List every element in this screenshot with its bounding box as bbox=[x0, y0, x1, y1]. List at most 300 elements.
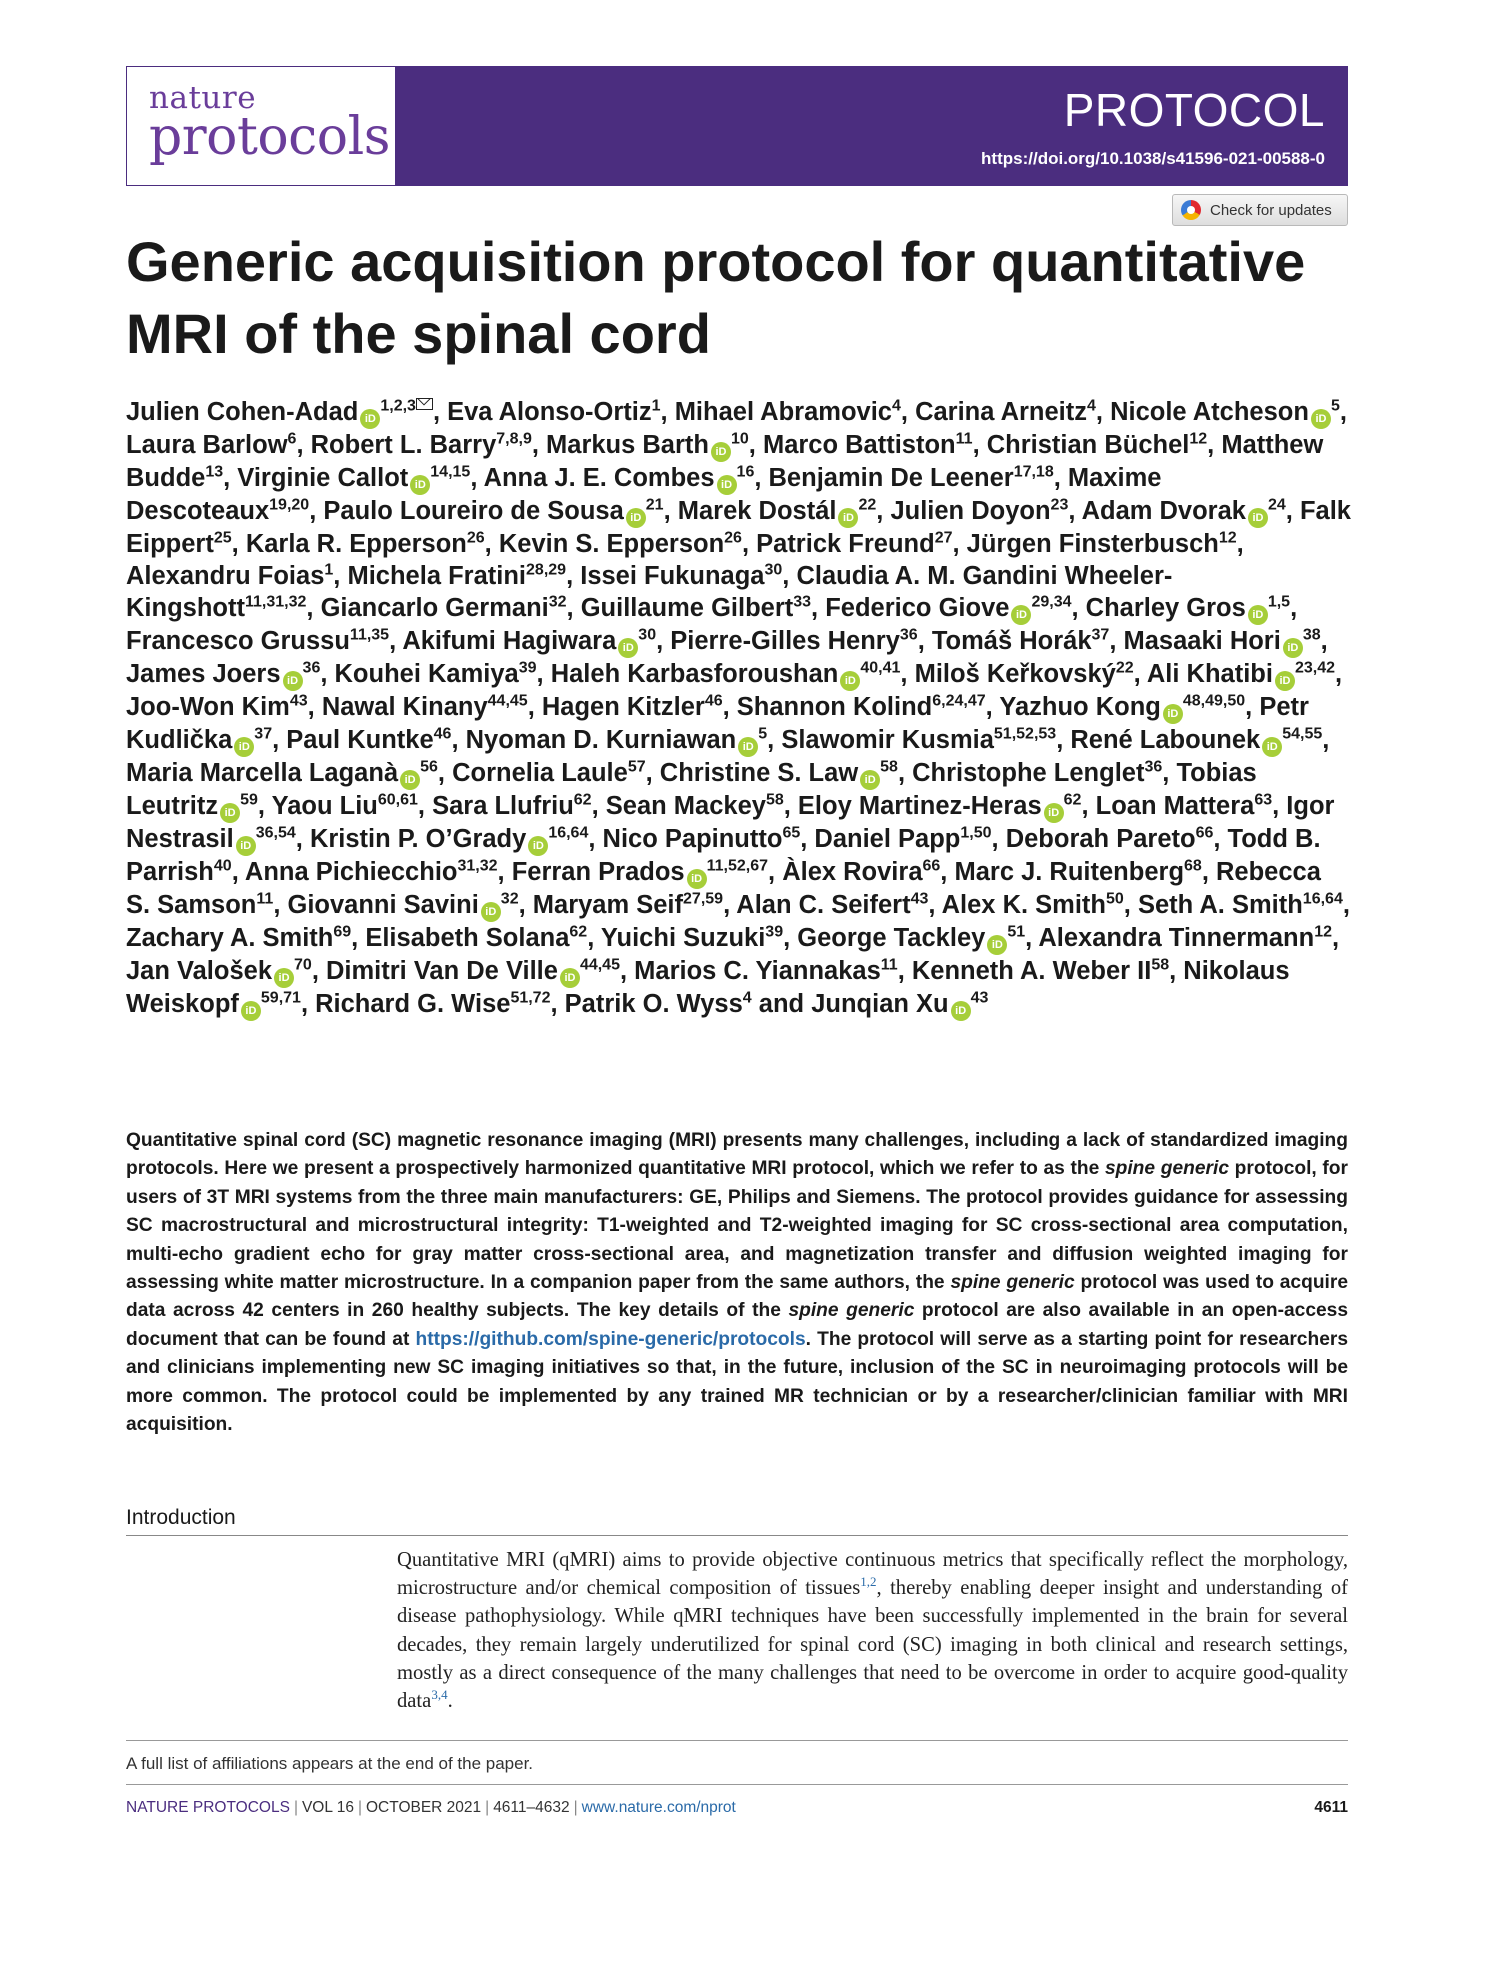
author-name[interactable]: Nicole Atcheson bbox=[1110, 398, 1309, 426]
author-entry bbox=[660, 759, 898, 787]
author-name[interactable]: Petr Kudlička bbox=[126, 693, 1309, 755]
affiliation-superscript: 16,64 bbox=[1302, 890, 1343, 908]
affiliation-superscript: 58 bbox=[765, 791, 784, 809]
affiliation-superscript: 50 bbox=[1106, 890, 1124, 908]
affiliation-superscript: 7,8,9 bbox=[496, 430, 532, 448]
author-entry bbox=[321, 594, 567, 622]
footer-url[interactable]: www.nature.com/nprot bbox=[581, 1799, 736, 1816]
author-name[interactable]: Alexandru Foias bbox=[126, 562, 325, 591]
citation-link[interactable]: 3,4 bbox=[431, 1687, 448, 1703]
affiliation-superscript: 37 bbox=[254, 725, 273, 743]
author-name[interactable]: Pierre-Gilles Henry bbox=[670, 627, 900, 656]
author-entry bbox=[310, 825, 588, 853]
author-entry bbox=[402, 627, 656, 655]
author-name[interactable]: Mihael Abramovic bbox=[674, 398, 892, 426]
author-name[interactable]: Charley Gros bbox=[1085, 594, 1246, 623]
page-number: 4611 bbox=[1314, 1799, 1348, 1816]
author-name[interactable]: Paul Kuntke bbox=[286, 726, 434, 755]
affiliation-superscript: 11,52,67 bbox=[706, 857, 769, 875]
author-name[interactable]: Haleh Karbasforoushan bbox=[550, 660, 839, 689]
affiliation-superscript: 30 bbox=[638, 626, 657, 644]
affiliation-superscript: 12 bbox=[1189, 430, 1208, 448]
journal-logo[interactable] bbox=[127, 67, 395, 185]
author-name[interactable]: Ferran Prados bbox=[511, 858, 685, 887]
introduction-paragraph bbox=[397, 1546, 1348, 1715]
orcid-icon[interactable]: iD bbox=[236, 836, 256, 856]
author-entry bbox=[737, 693, 986, 721]
abstract-text: . The protocol will serve as a starting point for researchers and clinicians implementing new SC imaging initiatives so that, in the future, inclusion of the SC in neuroimaging protocols will be more common. The protocol could be implemented by any trained MR technician or by a researcher/clinician familiar with MRI acquisition. bbox=[126, 1328, 1349, 1436]
author-name[interactable]: Nikolaus Weiskopf bbox=[126, 957, 1290, 1019]
affiliation-superscript: 12 bbox=[1314, 923, 1332, 941]
author-entry bbox=[967, 530, 1237, 558]
affiliation-superscript: 6,24,47 bbox=[932, 692, 986, 710]
author-name[interactable]: Anna J. E. Combes bbox=[483, 464, 715, 492]
author-entry bbox=[763, 431, 973, 459]
intro-text: , thereby enabling deeper insight and understanding of disease pathophysiology. While qMRI techniques have been successfully implemented in the brain for several decades, they remain largely underutilized for spinal cord (SC) imaging in both clinical and research settings, mostly as a direct consequence of the many challenges that need to be overcome in order to acquire good-quality data bbox=[397, 1577, 1348, 1713]
footer-separator: | bbox=[485, 1799, 490, 1816]
author-name[interactable]: Benjamin De Leener bbox=[768, 464, 1014, 492]
affiliation-superscript: 51 bbox=[1007, 923, 1026, 941]
affiliation-superscript: 26 bbox=[466, 529, 485, 547]
affiliation-superscript: 28,29 bbox=[526, 561, 567, 579]
affiliation-superscript: 24 bbox=[1267, 496, 1286, 514]
affiliation-superscript: 56 bbox=[420, 758, 438, 776]
orcid-icon[interactable]: iD bbox=[560, 968, 580, 988]
affiliation-superscript: 6 bbox=[287, 430, 297, 448]
affiliation-superscript: 63 bbox=[1254, 791, 1273, 809]
author-name[interactable]: Virginie Callot bbox=[237, 464, 409, 492]
affiliation-superscript: 1 bbox=[324, 561, 334, 579]
affiliation-superscript: 39 bbox=[765, 923, 784, 941]
author-entry bbox=[237, 464, 470, 492]
orcid-icon[interactable]: iD bbox=[987, 935, 1007, 955]
orcid-icon[interactable]: iD bbox=[360, 409, 380, 429]
section-divider bbox=[126, 1535, 1348, 1536]
affiliation-superscript: 4 bbox=[891, 397, 901, 415]
footer-pages: 4611–4632 bbox=[493, 1799, 570, 1816]
author-entry bbox=[126, 660, 320, 688]
author-name[interactable]: Michela Fratini bbox=[347, 562, 527, 591]
affiliation-superscript: 13 bbox=[205, 463, 224, 481]
abstract-text: Quantitative spinal cord (SC) magnetic resonance imaging (MRI) presents many challenges, including a lack of standardized imaging protocols. Here we present a prospectively harmonized quantitative MRI protocol, which we refer to as the bbox=[126, 1130, 1348, 1180]
author-entry bbox=[580, 562, 782, 590]
author-name[interactable]: Cornelia Laule bbox=[452, 759, 628, 788]
author-name[interactable]: Kristin P. O’Grady bbox=[309, 825, 527, 854]
orcid-icon[interactable]: iD bbox=[1262, 737, 1282, 757]
orcid-icon[interactable]: iD bbox=[1311, 409, 1331, 429]
author-entry bbox=[126, 398, 433, 426]
author-entry bbox=[912, 759, 1162, 787]
orcid-icon[interactable]: iD bbox=[687, 869, 707, 889]
author-name[interactable]: Yaou Liu bbox=[271, 792, 378, 821]
author-entry bbox=[932, 627, 1109, 655]
affiliation-superscript: 10 bbox=[730, 430, 749, 448]
author-entry bbox=[565, 990, 752, 1018]
author-name[interactable]: Zachary A. Smith bbox=[126, 924, 334, 953]
author-entry bbox=[326, 957, 620, 985]
author-entry bbox=[942, 891, 1124, 919]
affiliation-superscript: 60,61 bbox=[377, 791, 418, 809]
author-entry bbox=[452, 759, 646, 787]
orcid-icon[interactable]: iD bbox=[410, 475, 430, 495]
footer-separator: | bbox=[573, 1799, 578, 1816]
orcid-icon[interactable]: iD bbox=[1283, 638, 1303, 658]
orcid-icon[interactable]: iD bbox=[1011, 605, 1031, 625]
author-name[interactable]: Falk Eippert bbox=[126, 497, 1351, 558]
author-name[interactable]: Todd B. Parrish bbox=[126, 825, 1321, 887]
author-name[interactable]: Seth A. Smith bbox=[1137, 891, 1303, 920]
author-entry bbox=[347, 562, 566, 590]
footer-separator: | bbox=[293, 1799, 298, 1816]
affiliation-superscript: 17,18 bbox=[1013, 463, 1054, 481]
affiliation-superscript: 11 bbox=[955, 430, 973, 448]
author-name[interactable]: Miloš Keřkovský bbox=[914, 660, 1116, 689]
author-entry bbox=[126, 924, 351, 952]
author-name[interactable]: Richard G. Wise bbox=[315, 990, 511, 1019]
author-name[interactable]: Carina Arneitz bbox=[915, 398, 1087, 426]
author-name[interactable]: Daniel Papp bbox=[814, 825, 961, 854]
author-name[interactable]: René Labounek bbox=[1070, 726, 1261, 755]
affiliation-superscript: 66 bbox=[1195, 824, 1214, 842]
author-entry bbox=[756, 530, 952, 558]
author-name[interactable]: Alexandra Tinnermann bbox=[1038, 924, 1315, 953]
author-name[interactable]: Karla R. Epperson bbox=[245, 530, 467, 558]
orcid-icon[interactable]: iD bbox=[241, 1001, 261, 1021]
author-name[interactable]: Federico Giove bbox=[825, 594, 1010, 623]
author-entry bbox=[466, 726, 768, 754]
author-joiner: and bbox=[751, 990, 812, 1019]
abstract-emphasis: spine generic bbox=[950, 1272, 1075, 1294]
author-entry bbox=[1124, 627, 1321, 655]
affiliation-superscript: 1,50 bbox=[960, 824, 992, 842]
author-name[interactable]: Jürgen Finsterbusch bbox=[966, 530, 1219, 558]
author-name[interactable]: Nawal Kinany bbox=[321, 693, 488, 722]
author-name[interactable]: Akifumi Hagiwara bbox=[402, 627, 617, 656]
affiliation-superscript: 22 bbox=[1115, 659, 1134, 677]
author-entry bbox=[675, 398, 901, 426]
author-name[interactable]: Laura Barlow bbox=[126, 431, 288, 459]
orcid-icon[interactable]: iD bbox=[274, 968, 294, 988]
affiliation-superscript: 27 bbox=[934, 529, 953, 547]
protocol-repo-link[interactable]: https://github.com/spine-generic/protocols bbox=[415, 1328, 806, 1350]
author-name[interactable]: Dimitri Van De Ville bbox=[325, 957, 558, 986]
author-entry bbox=[811, 990, 988, 1018]
affiliation-superscript: 33 bbox=[793, 593, 812, 611]
author-entry bbox=[678, 497, 877, 525]
orcid-icon[interactable]: iD bbox=[1275, 671, 1295, 691]
affiliation-superscript: 43 bbox=[289, 692, 308, 710]
author-entry bbox=[814, 825, 991, 853]
author-name[interactable]: Marco Battiston bbox=[762, 431, 956, 459]
email-icon[interactable] bbox=[416, 398, 433, 410]
article-title: Generic acquisition protocol for quantitative MRI of the spinal cord bbox=[126, 230, 1306, 365]
affiliation-superscript: 36 bbox=[1144, 758, 1163, 776]
author-name[interactable]: Patrick Freund bbox=[756, 530, 935, 558]
affiliation-superscript: 62 bbox=[573, 791, 592, 809]
orcid-icon[interactable]: iD bbox=[951, 1001, 971, 1021]
affiliation-superscript: 62 bbox=[569, 923, 588, 941]
doi-link[interactable]: https://doi.org/10.1038/s41596-021-00588-0 bbox=[981, 149, 1325, 168]
author-name[interactable]: Junqian Xu bbox=[811, 990, 949, 1019]
author-name[interactable]: Hagen Kitzler bbox=[541, 693, 705, 722]
author-name[interactable]: Matthew Budde bbox=[126, 431, 1324, 492]
affiliation-superscript: 46 bbox=[433, 725, 452, 743]
author-entry bbox=[634, 957, 898, 985]
article-type: PROTOCOL bbox=[1063, 84, 1325, 136]
author-entry bbox=[499, 530, 742, 558]
author-entry bbox=[484, 464, 755, 492]
author-name[interactable]: Deborah Pareto bbox=[1005, 825, 1196, 854]
author-entry bbox=[432, 792, 592, 820]
author-name[interactable]: Slawomir Kusmia bbox=[781, 726, 994, 755]
author-entry bbox=[126, 562, 333, 590]
affiliation-superscript: 43 bbox=[970, 989, 989, 1007]
author-name[interactable]: Tomáš Horák bbox=[931, 627, 1092, 656]
affiliation-superscript: 16 bbox=[736, 463, 755, 481]
footer-date: OCTOBER 2021 bbox=[366, 1799, 482, 1816]
affiliation-superscript: 25 bbox=[213, 529, 232, 547]
author-name[interactable]: Giovanni Savini bbox=[287, 891, 479, 920]
author-entry bbox=[322, 693, 528, 721]
author-entry bbox=[546, 431, 749, 459]
orcid-icon[interactable]: iD bbox=[1044, 803, 1064, 823]
author-entry bbox=[1038, 924, 1332, 952]
author-name[interactable]: Robert L. Barry bbox=[310, 431, 497, 459]
author-name[interactable]: Christine S. Law bbox=[659, 759, 859, 788]
author-name[interactable]: Igor Nestrasil bbox=[126, 792, 1335, 854]
affiliation-superscript: 5 bbox=[1330, 397, 1340, 415]
author-name[interactable]: Rebecca S. Samson bbox=[126, 858, 1321, 920]
author-name[interactable]: Marc J. Ruitenberg bbox=[954, 858, 1185, 887]
author-name[interactable]: Tobias Leutritz bbox=[126, 759, 1257, 821]
orcid-icon[interactable]: iD bbox=[738, 737, 758, 757]
author-name[interactable]: Joo-Won Kim bbox=[126, 693, 290, 722]
author-name[interactable]: Christian Büchel bbox=[986, 431, 1190, 459]
orcid-icon[interactable]: iD bbox=[220, 803, 240, 823]
author-name[interactable]: Maryam Seif bbox=[532, 891, 684, 920]
affiliation-superscript: 12 bbox=[1218, 529, 1237, 547]
affiliation-superscript: 19,20 bbox=[269, 496, 310, 514]
orcid-icon[interactable]: iD bbox=[481, 902, 501, 922]
author-name[interactable]: Guillaume Gilbert bbox=[580, 594, 794, 623]
affiliation-superscript: 16,64 bbox=[548, 824, 589, 842]
author-entry bbox=[272, 792, 418, 820]
intro-text: Quantitative MRI (qMRI) aims to provide objective continuous metrics that specifically reflect the morphology, microstructure and/or chemical composition of tissues bbox=[397, 1549, 1348, 1600]
affiliation-superscript: 26 bbox=[724, 529, 742, 547]
author-entry bbox=[1086, 594, 1290, 622]
orcid-icon[interactable]: iD bbox=[1163, 704, 1183, 724]
affiliation-superscript: 14,15 bbox=[430, 463, 471, 481]
orcid-icon[interactable]: iD bbox=[840, 671, 860, 691]
author-entry bbox=[323, 497, 663, 525]
author-name[interactable]: Eva Alonso-Ortiz bbox=[447, 398, 652, 426]
affiliation-superscript: 36 bbox=[899, 626, 918, 644]
author-entry bbox=[581, 594, 811, 622]
affiliation-superscript: 4 bbox=[742, 989, 752, 1007]
affiliation-superscript: 54,55 bbox=[1282, 725, 1323, 743]
orcid-icon[interactable]: iD bbox=[860, 770, 880, 790]
author-entry bbox=[606, 792, 784, 820]
author-name[interactable]: Kouhei Kamiya bbox=[334, 660, 519, 689]
orcid-icon[interactable]: iD bbox=[528, 836, 548, 856]
author-entry bbox=[1082, 497, 1286, 525]
author-name[interactable]: Maria Marcella Laganà bbox=[126, 759, 399, 788]
author-entry bbox=[1070, 726, 1322, 754]
author-entry bbox=[825, 594, 1071, 622]
logo-protocols: protocols bbox=[149, 107, 390, 167]
author-name[interactable]: Eloy Martinez-Heras bbox=[797, 792, 1042, 821]
affiliation-superscript: 51,72 bbox=[510, 989, 551, 1007]
author-name[interactable]: Julien Doyon bbox=[890, 497, 1051, 525]
check-for-updates-button[interactable] bbox=[1172, 194, 1348, 226]
affiliation-superscript: 31,32 bbox=[457, 857, 498, 875]
affiliation-superscript: 11,35 bbox=[349, 626, 390, 644]
author-name[interactable]: Giancarlo Germani bbox=[320, 594, 549, 623]
author-name[interactable]: Adam Dvorak bbox=[1081, 497, 1246, 525]
affiliation-superscript: 36 bbox=[302, 659, 321, 677]
author-name[interactable]: Yuichi Suzuki bbox=[600, 924, 766, 953]
author-entry bbox=[1147, 660, 1335, 688]
check-for-updates-label: Check for updates bbox=[1210, 201, 1332, 219]
orcid-icon[interactable]: iD bbox=[283, 671, 303, 691]
author-name[interactable]: Sean Mackey bbox=[605, 792, 766, 821]
affiliation-superscript: 11,31,32 bbox=[244, 593, 307, 611]
author-name[interactable]: Kevin S. Epperson bbox=[498, 530, 725, 558]
author-entry bbox=[954, 858, 1201, 886]
abstract-text: protocol are also available in an open-access document that can be found at bbox=[126, 1300, 1349, 1350]
affiliation-superscript: 21 bbox=[645, 496, 664, 514]
author-entry bbox=[915, 660, 1134, 688]
affiliation-superscript: 23 bbox=[1050, 496, 1069, 514]
page-footer bbox=[126, 1784, 1348, 1824]
orcid-icon[interactable]: iD bbox=[618, 638, 638, 658]
author-name[interactable]: James Joers bbox=[126, 660, 281, 689]
author-name[interactable]: Masaaki Hori bbox=[1123, 627, 1281, 656]
author-name[interactable]: Francesco Grussu bbox=[126, 627, 350, 656]
citation-link[interactable]: 1,2 bbox=[860, 1574, 877, 1590]
author-name[interactable]: Marek Dostál bbox=[677, 497, 837, 525]
author-entry bbox=[999, 693, 1245, 721]
author-entry bbox=[512, 858, 768, 886]
author-entry bbox=[447, 398, 660, 426]
orcid-icon[interactable]: iD bbox=[717, 475, 737, 495]
affiliation-superscript: 62 bbox=[1063, 791, 1082, 809]
author-name[interactable]: Patrik O. Wyss bbox=[564, 990, 743, 1019]
author-name[interactable]: Yazhuo Kong bbox=[999, 693, 1161, 722]
author-name[interactable]: Àlex Rovira bbox=[782, 858, 923, 887]
author-name[interactable]: Julien Cohen-Adad bbox=[126, 398, 359, 426]
author-entry bbox=[126, 957, 312, 985]
footer-volume: VOL 16 bbox=[301, 1799, 354, 1816]
author-entry bbox=[126, 693, 308, 721]
orcid-icon[interactable]: iD bbox=[838, 508, 858, 528]
affiliation-superscript: 4 bbox=[1087, 397, 1096, 415]
orcid-icon[interactable]: iD bbox=[1248, 605, 1268, 625]
author-name[interactable]: Paulo Loureiro de Sousa bbox=[323, 497, 624, 525]
abstract-text: protocol, for users of 3T MRI systems from the three main manufacturers: GE, Philips and Siemens. The protocol provides guidance for assessing SC macrostructural and microstructural integrity: T1-weighted and T2-weighted imaging for SC cross-sectional area computation, multi-echo gradient echo for gray matter cross-sectional area, and magnetization transfer and diffusion weighted imaging for assessing white matter microstructure. In a companion paper from the same authors, the bbox=[126, 1158, 1348, 1294]
logo-nature: nature bbox=[149, 80, 257, 116]
author-name[interactable]: Anna Pichiecchio bbox=[244, 858, 458, 887]
orcid-icon[interactable]: iD bbox=[626, 508, 646, 528]
author-entry bbox=[365, 924, 587, 952]
author-entry bbox=[798, 792, 1082, 820]
author-entry bbox=[797, 924, 1025, 952]
affiliation-superscript: 58 bbox=[880, 758, 898, 776]
author-entry bbox=[670, 627, 917, 655]
author-entry bbox=[311, 431, 532, 459]
affiliation-superscript: 46 bbox=[704, 692, 723, 710]
author-entry bbox=[1006, 825, 1214, 853]
author-entry bbox=[287, 891, 518, 919]
author-name[interactable]: Shannon Kolind bbox=[736, 693, 933, 722]
author-name[interactable]: Claudia A. M. Gandini Wheeler-Kingshott bbox=[126, 562, 1173, 623]
author-entry bbox=[315, 990, 550, 1018]
author-entry bbox=[603, 825, 801, 853]
author-entry bbox=[126, 627, 389, 655]
orcid-icon[interactable]: iD bbox=[400, 770, 420, 790]
affiliation-superscript: 30 bbox=[764, 561, 783, 579]
affiliation-superscript: 65 bbox=[782, 824, 801, 842]
footer-separator: | bbox=[357, 1799, 362, 1816]
footer-journal: NATURE PROTOCOLS bbox=[126, 1799, 290, 1816]
author-name[interactable]: Nico Papinutto bbox=[602, 825, 783, 854]
author-name[interactable]: Ali Khatibi bbox=[1146, 660, 1273, 689]
author-name[interactable]: Alan C. Seifert bbox=[736, 891, 911, 920]
author-name[interactable]: Issei Fukunaga bbox=[580, 562, 765, 591]
affiliation-superscript: 69 bbox=[333, 923, 352, 941]
author-entry bbox=[1138, 891, 1343, 919]
author-name[interactable]: Jan Valošek bbox=[126, 957, 273, 986]
author-name[interactable]: Marios C. Yiannakas bbox=[634, 957, 881, 986]
author-entry bbox=[736, 891, 928, 919]
author-name[interactable]: Sara Llufriu bbox=[432, 792, 574, 821]
abstract-text: protocol was used to acquire data across 42 centers in 260 healthy subjects. The key details of the bbox=[126, 1272, 1349, 1322]
author-name[interactable]: Loan Mattera bbox=[1095, 792, 1255, 821]
affiliation-superscript: 1,2,3 bbox=[380, 397, 416, 415]
affiliation-superscript: 11 bbox=[880, 956, 898, 974]
author-entry bbox=[1110, 398, 1340, 426]
orcid-icon[interactable]: iD bbox=[711, 442, 731, 462]
author-name[interactable]: Maxime Descoteaux bbox=[126, 464, 1162, 525]
author-entry bbox=[286, 726, 451, 754]
header-band bbox=[395, 67, 1347, 185]
author-entry bbox=[601, 924, 783, 952]
orcid-icon[interactable]: iD bbox=[234, 737, 254, 757]
affiliation-superscript: 5 bbox=[758, 725, 768, 743]
author-name[interactable]: Markus Barth bbox=[546, 431, 709, 459]
author-entry bbox=[890, 497, 1068, 525]
author-name[interactable]: Alex K. Smith bbox=[941, 891, 1106, 920]
affiliation-superscript: 32 bbox=[500, 890, 519, 908]
author-entry bbox=[335, 660, 537, 688]
affiliation-superscript: 44,45 bbox=[487, 692, 528, 710]
author-entry bbox=[245, 858, 498, 886]
author-name[interactable]: Christophe Lenglet bbox=[912, 759, 1145, 788]
author-entry bbox=[542, 693, 723, 721]
author-name[interactable]: Nyoman D. Kurniawan bbox=[465, 726, 737, 755]
affiliation-superscript: 59,71 bbox=[260, 989, 301, 1007]
affiliation-superscript: 51,52,53 bbox=[993, 725, 1057, 743]
orcid-icon[interactable]: iD bbox=[1248, 508, 1268, 528]
author-entry bbox=[781, 726, 1056, 754]
author-entry bbox=[769, 464, 1054, 492]
author-name[interactable]: George Tackley bbox=[797, 924, 986, 953]
author-name[interactable]: Kenneth A. Weber II bbox=[911, 957, 1152, 986]
author-entry bbox=[551, 660, 901, 688]
affiliation-superscript: 40,41 bbox=[860, 659, 901, 677]
affiliation-superscript: 57 bbox=[627, 758, 646, 776]
author-name[interactable]: Elisabeth Solana bbox=[365, 924, 570, 953]
